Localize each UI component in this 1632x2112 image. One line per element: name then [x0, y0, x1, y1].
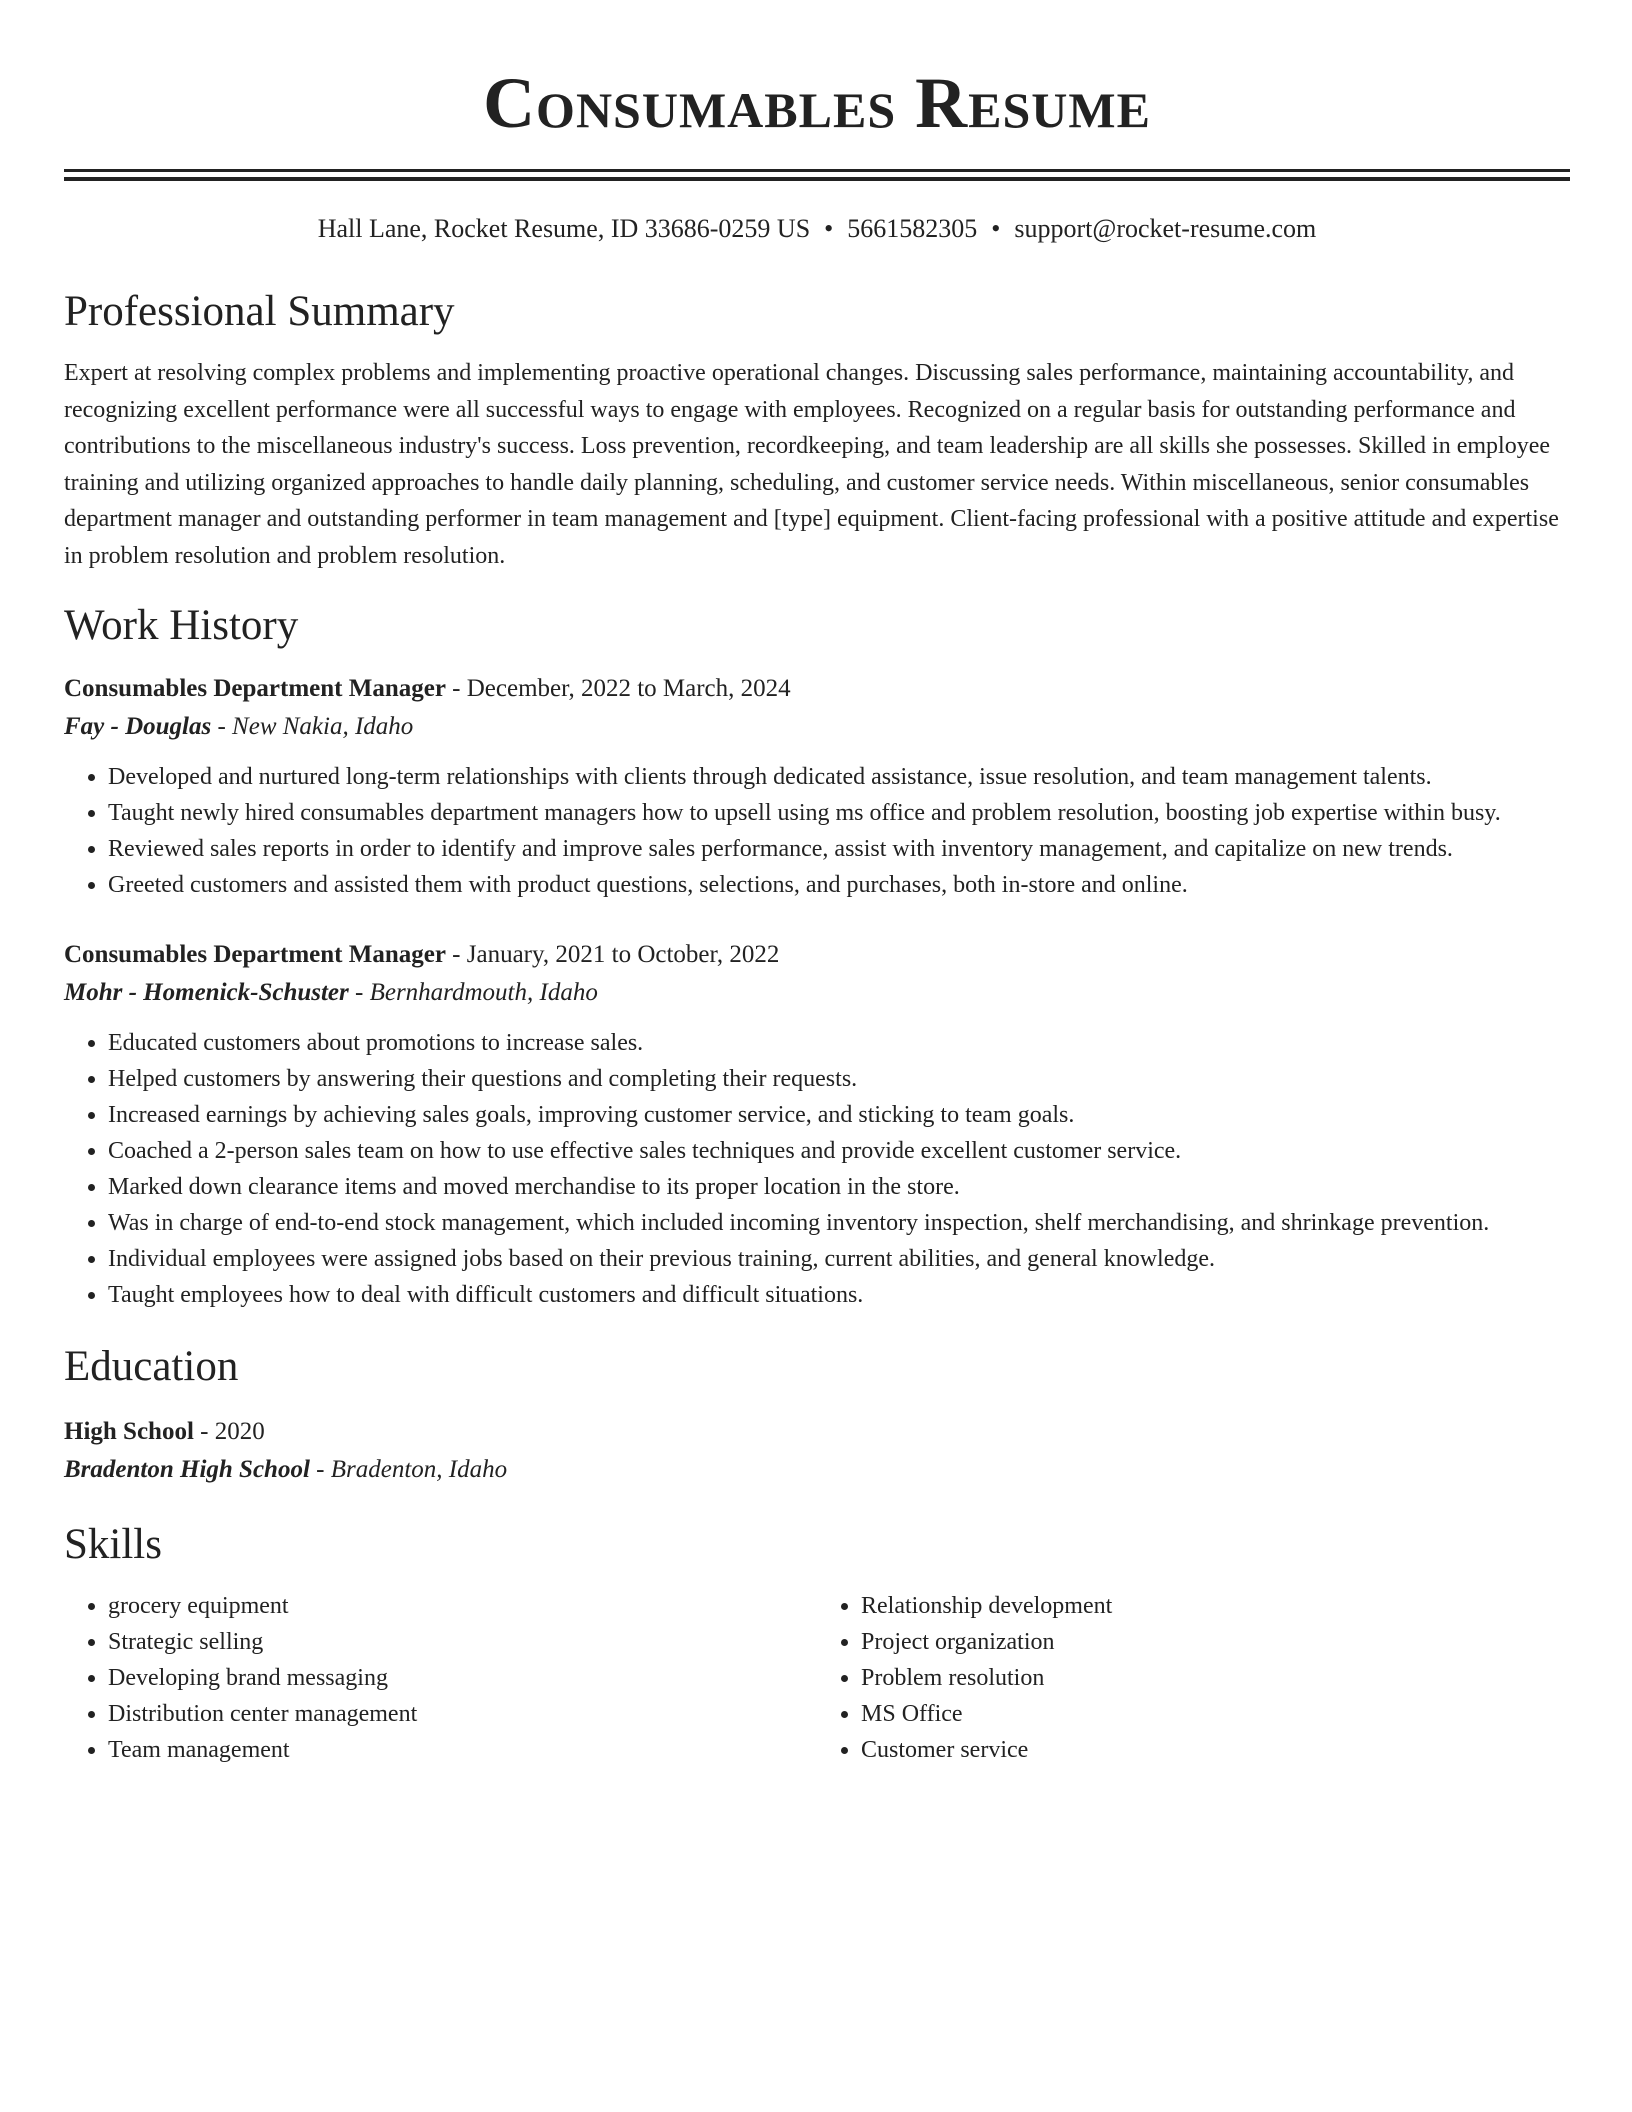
- section-heading-summary: Professional Summary: [64, 288, 455, 335]
- resume-page: [64, 0, 1570, 1768]
- skill-item: • Strategic selling: [108, 1624, 817, 1660]
- job-bullet: • Marked down clearance items and moved merchandise to its proper location in the store.: [108, 1169, 1570, 1205]
- contact-line: [64, 213, 1570, 245]
- education-school-line: [64, 1450, 1570, 1490]
- education-school: Bradenton High School: [64, 1456, 310, 1483]
- skills-list-left: [64, 1588, 817, 1768]
- contact-email: support@rocket-resume.com: [1014, 214, 1317, 243]
- job-bullet: • Helped customers by answering their questions and completing their requests.: [108, 1061, 1570, 1097]
- contact-separator: •: [991, 214, 1001, 243]
- job-dates: - December, 2022 to March, 2024: [445, 675, 791, 702]
- section-heading-work-history: Work History: [64, 602, 299, 649]
- job-bullet-list: [64, 1025, 1570, 1313]
- job-entry: [64, 937, 1570, 1313]
- job-company-line: [64, 973, 1570, 1013]
- job-bullet: • Developed and nurtured long-term relationships with clients through dedicated assistance, issue resolution, and team management talents.: [108, 759, 1570, 795]
- job-bullet: • Greeted customers and assisted them with product questions, selections, and purchases, both in-store and online.: [108, 867, 1570, 903]
- section-heading-skills: Skills: [64, 1521, 162, 1568]
- job-company: Fay - Douglas: [64, 713, 212, 740]
- skill-item: • Developing brand messaging: [108, 1660, 817, 1696]
- contact-separator: •: [824, 214, 834, 243]
- education-degree-line: [64, 1414, 1570, 1450]
- skill-item: • Distribution center management: [108, 1696, 817, 1732]
- job-title-line: [64, 937, 1570, 973]
- skill-item: • Relationship development: [861, 1588, 1570, 1624]
- job-bullet: • Educated customers about promotions to increase sales.: [108, 1025, 1570, 1061]
- job-bullet-list: [64, 759, 1570, 903]
- job-company: Mohr - Homenick-Schuster: [64, 979, 349, 1006]
- skill-item: • Team management: [108, 1732, 817, 1768]
- skills-list-right: [817, 1588, 1570, 1768]
- job-bullet: • Taught employees how to deal with difficult customers and difficult situations.: [108, 1277, 1570, 1313]
- job-bullet: • Increased earnings by achieving sales goals, improving customer service, and sticking to team goals.: [108, 1097, 1570, 1133]
- job-entry: [64, 671, 1570, 903]
- summary-paragraph: Expert at resolving complex problems and implementing proactive operational changes. Discussing sales performance, maintaining accountability, and recognizing excellent performance were all successful ways to engage with employees. Recognized on a regular basis for outstanding performance and contributions to the miscellaneous industry's success. Loss prevention, recordkeeping, and team leadership are all skills she possesses. Skilled in employee training and utilizing organized approaches to handle daily planning, scheduling, and customer service needs. Within miscellaneous, senior consumables department manager and outstanding performer in team management and [type] equipment. Client-facing professional with a positive attitude and expertise in problem resolution and problem resolution.: [64, 360, 1559, 569]
- education-entry: [64, 1414, 1570, 1490]
- job-bullet: • Reviewed sales reports in order to identify and improve sales performance, assist with inventory management, and capitalize on new trends.: [108, 831, 1570, 867]
- job-location: - New Nakia, Idaho: [211, 713, 414, 740]
- education-year: - 2020: [193, 1418, 265, 1445]
- title-divider-thin: [64, 177, 1570, 181]
- skills-grid: [64, 1588, 1570, 1768]
- contact-address: Hall Lane, Rocket Resume, ID 33686-0259 US: [317, 214, 811, 243]
- contact-phone: 5661582305: [847, 214, 978, 243]
- resume-title: Consumables Resume: [483, 63, 1151, 143]
- job-title: Consumables Department Manager: [64, 675, 446, 702]
- job-dates: - January, 2021 to October, 2022: [445, 941, 780, 968]
- education-location: - Bradenton, Idaho: [309, 1456, 508, 1483]
- title-divider-thick: [64, 169, 1570, 172]
- job-bullet: • Individual employees were assigned jobs based on their previous training, current abilities, and general knowledge.: [108, 1241, 1570, 1277]
- skill-item: • Project organization: [861, 1624, 1570, 1660]
- skill-item: • Problem resolution: [861, 1660, 1570, 1696]
- skill-item: • Customer service: [861, 1732, 1570, 1768]
- skill-item: • MS Office: [861, 1696, 1570, 1732]
- job-bullet: • Coached a 2-person sales team on how to use effective sales techniques and provide excellent customer service.: [108, 1133, 1570, 1169]
- job-title-line: [64, 671, 1570, 707]
- job-bullet: • Was in charge of end-to-end stock management, which included incoming inventory inspection, shelf merchandising, and shrinkage prevention.: [108, 1205, 1570, 1241]
- skill-item: • grocery equipment: [108, 1588, 817, 1624]
- section-heading-education: Education: [64, 1343, 239, 1390]
- education-degree: High School: [64, 1418, 194, 1445]
- job-location: - Bernhardmouth, Idaho: [348, 979, 598, 1006]
- job-bullet: • Taught newly hired consumables department managers how to upsell using ms office and problem resolution, boosting job expertise within busy.: [108, 795, 1570, 831]
- job-title: Consumables Department Manager: [64, 941, 446, 968]
- job-company-line: [64, 707, 1570, 747]
